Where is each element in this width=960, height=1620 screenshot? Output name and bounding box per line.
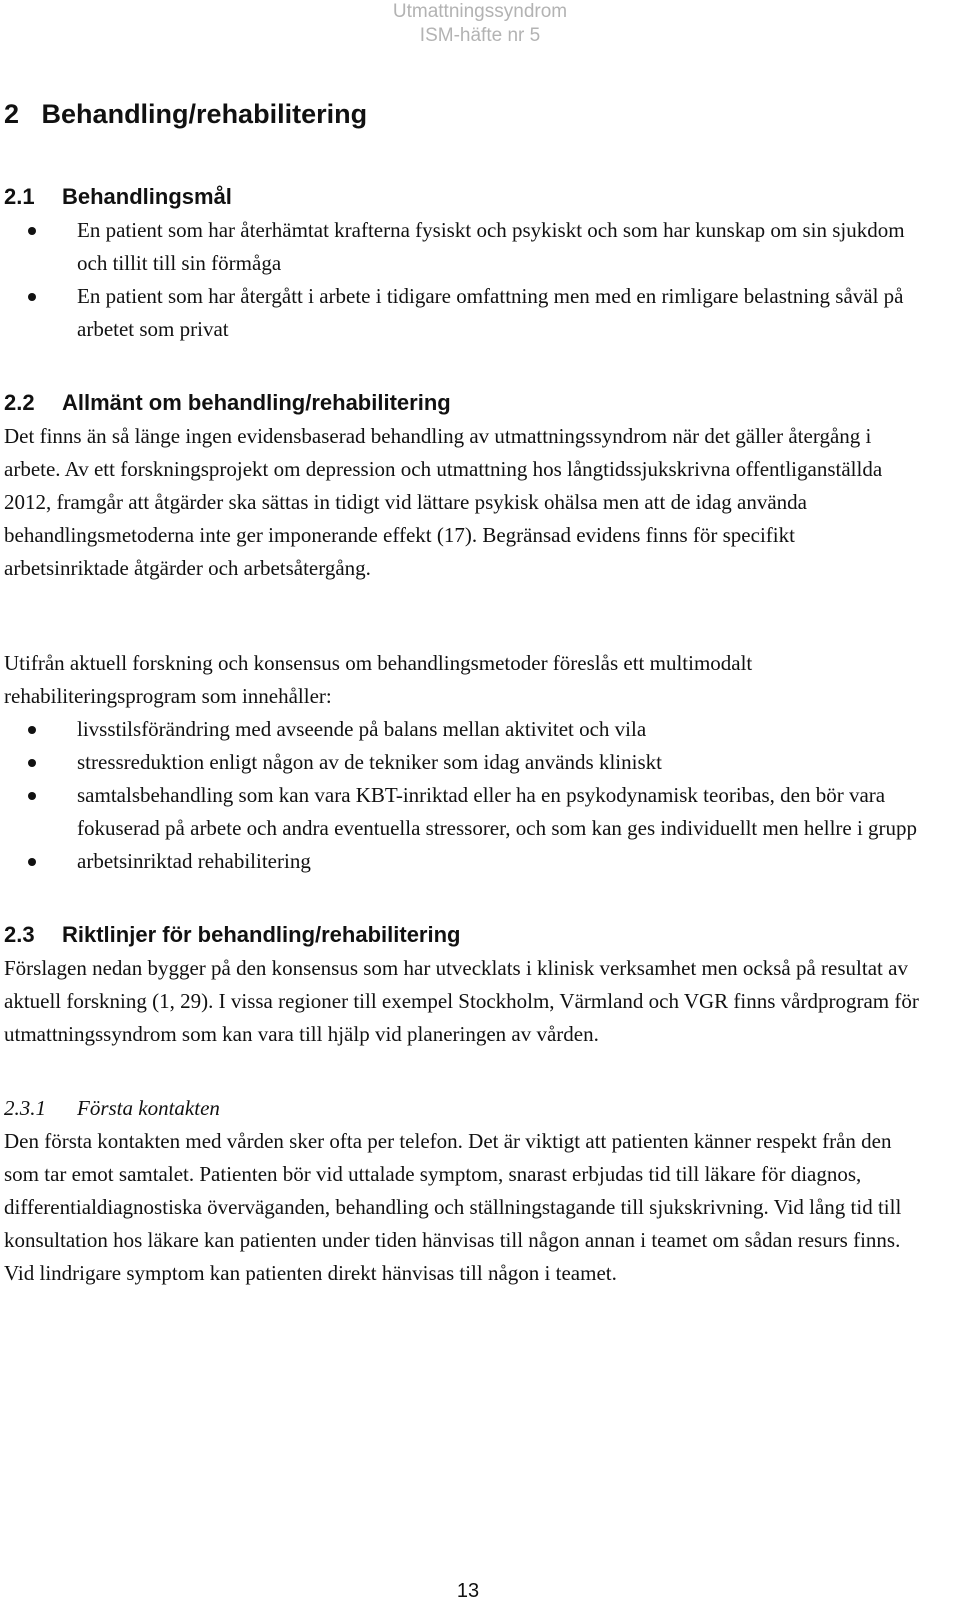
list-item-text: arbetsinriktad rehabilitering (77, 849, 311, 873)
section-number: 2.2 (4, 390, 35, 415)
bullet-icon (28, 726, 36, 734)
subsection-title: Första kontakten (77, 1096, 220, 1120)
chapter-number: 2 (4, 99, 20, 129)
bullet-icon (28, 858, 36, 866)
list-item (4, 214, 924, 280)
list-item-text: samtalsbehandling som kan vara KBT-inriktad eller ha en psykodynamisk teoribas, den bör vara fokuserad på arbete och andra eventuella stressorer, och som kan ges individuellt men hellre i grupp (77, 783, 918, 840)
subsection-number: 2.3.1 (4, 1096, 46, 1120)
chapter-heading (4, 92, 924, 136)
list-item (4, 746, 924, 779)
list-item (4, 779, 924, 845)
header-title: Utmattningssyndrom (392, 1, 568, 22)
section-heading-2-3 (4, 918, 924, 952)
bullet-icon (28, 792, 36, 800)
page-number: 13 (456, 1580, 480, 1602)
paragraph: Förslagen nedan bygger på den konsensus som har utvecklats i klinisk verksamhet men också på resultat av aktuell forskning (1, 29). I vissa regioner till exempel Stockholm, Värmland och VGR finns vårdprogram för utmattningssyndrom som kan vara till hjälp vid planeringen av vården. (4, 956, 919, 1046)
list-item-text: livsstilsförändring med avseende på balans mellan aktivitet och vila (77, 717, 647, 741)
list-item (4, 845, 924, 878)
list-item (4, 713, 924, 746)
list-item-text: En patient som har återgått i arbete i tidigare omfattning men med en rimligare belastning såväl på arbetet som privat (77, 284, 904, 341)
subsection-heading-2-3-1 (4, 1091, 924, 1125)
section-heading-2-2 (4, 386, 924, 420)
bullet-icon (28, 293, 36, 301)
paragraph: Utifrån aktuell forskning och konsensus om behandlingsmetoder föreslås ett multimodalt rehabiliteringsprogram som innehåller: (4, 651, 753, 708)
section-title: Behandlingsmål (62, 184, 232, 209)
document-body (4, 92, 924, 1290)
bullet-list-program (4, 713, 924, 878)
bullet-icon (28, 227, 36, 235)
paragraph: Den första kontakten med vården sker ofta per telefon. Det är viktigt att patienten känner respekt från den som tar emot samtalet. Patienten bör vid uttalade symptom, snarast erbjudas tid till läkare för diagnos, differentialdiagnostiska överväganden, behandling och ställningstagande till sjukskrivning. Vid lång tid till konsultation hos läkare kan patienten under tiden hänvisas till någon annan i teamet om sådan resurs finns. Vid lindrigare symptom kan patienten direkt hänvisas till någon i teamet. (4, 1129, 902, 1285)
list-item-text: stressreduktion enligt någon av de tekniker som idag används kliniskt (77, 750, 662, 774)
list-item (4, 280, 924, 346)
section-number: 2.1 (4, 184, 35, 209)
bullet-list-goals (4, 214, 924, 346)
section-heading-2-1 (4, 180, 924, 214)
section-number: 2.3 (4, 922, 35, 947)
paragraph: Det finns än så länge ingen evidensbaserad behandling av utmattningssyndrom när det gäller återgång i arbete. Av ett forskningsprojekt om depression och utmattning hos långtidssjukskrivna offentliganställda 2012, framgår att åtgärder ska sättas in tidigt vid lättare psykisk ohälsa men att de idag använda behandlingsmetoderna inte ger imponerande effekt (17). Begränsad evidens finns för specifikt arbetsinriktade åtgärder och arbetsåtergång. (4, 424, 883, 580)
running-header (0, 0, 960, 48)
header-subtitle: ISM-häfte nr 5 (419, 25, 541, 46)
section-title: Riktlinjer för behandling/rehabilitering (62, 922, 461, 947)
list-item-text: En patient som har återhämtat krafterna fysiskt och psykiskt och som har kunskap om sin sjukdom och tillit till sin förmåga (77, 218, 905, 275)
section-title: Allmänt om behandling/rehabilitering (62, 390, 451, 415)
chapter-title: Behandling/rehabilitering (41, 99, 368, 129)
bullet-icon (28, 759, 36, 767)
